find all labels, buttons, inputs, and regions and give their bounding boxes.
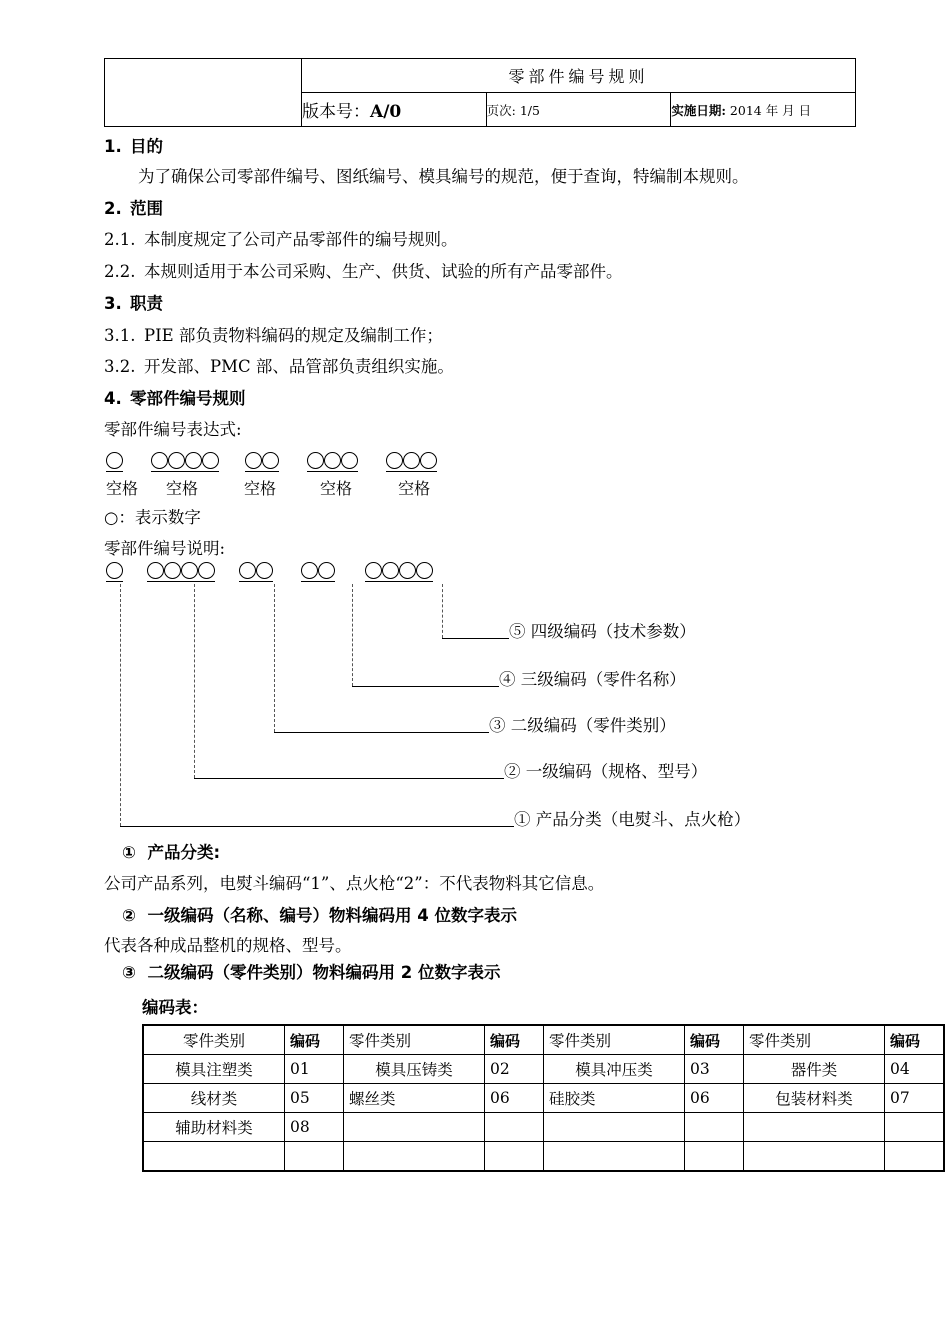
leader-text: 产品分类（电熨斗、点火枪）	[530, 810, 751, 830]
numbering-leader-diagram	[104, 562, 856, 838]
digit-circle-icon	[403, 452, 420, 469]
category-cell	[143, 1142, 285, 1172]
circle-group-3	[245, 452, 279, 472]
circle-group-2	[147, 562, 215, 582]
table-row	[143, 1084, 944, 1113]
digit-circle-icon	[301, 562, 318, 579]
code-cell: 08	[285, 1113, 344, 1142]
code-cell: 07	[885, 1084, 945, 1113]
spacer-label: 空格	[320, 478, 353, 498]
code-cell	[885, 1113, 945, 1142]
page-content	[104, 58, 921, 1172]
leader-marker-icon: ④	[499, 670, 516, 690]
section-1-number: 1.	[104, 137, 122, 156]
digit-circle-icon	[106, 562, 123, 579]
category-cell	[744, 1113, 885, 1142]
category-cell: 硅胶类	[544, 1084, 685, 1113]
table-row	[143, 1055, 944, 1084]
date-label: 实施日期:	[671, 102, 726, 118]
digit-circle-icon	[365, 562, 382, 579]
code-header-cell: 编码	[485, 1025, 544, 1055]
code-cell: 03	[685, 1055, 744, 1084]
category-header-cell: 零件类别	[544, 1025, 685, 1055]
header-version-cell	[302, 93, 487, 127]
digit-circle-icon	[256, 562, 273, 579]
leader-rule-②	[194, 778, 504, 779]
category-cell: 模具注塑类	[143, 1055, 285, 1084]
section-3-title: 职责	[130, 294, 163, 314]
digit-circle-icon	[386, 452, 403, 469]
leader-rule-⑤	[442, 638, 509, 639]
table-row	[143, 1142, 944, 1172]
category-cell	[344, 1142, 485, 1172]
note-1-title: 产品分类:	[147, 843, 221, 863]
digit-circle-icon	[324, 452, 341, 469]
digit-circle-icon	[185, 452, 202, 469]
circle-group-1	[106, 562, 123, 582]
category-cell: 器件类	[744, 1055, 885, 1084]
leader-marker-icon: ②	[504, 762, 521, 782]
note-3-marker: ③	[122, 962, 136, 982]
version-value: A/0	[370, 102, 402, 122]
section-1-body: 为了确保公司零部件编号、图纸编号、模具编号的规范，便于查询，特编制本规则。	[138, 167, 749, 187]
leader-label-④	[499, 672, 686, 689]
note-3-title: 二级编码（零件类别）物料编码用 2 位数字表示	[147, 962, 501, 982]
digit-circle-icon	[164, 562, 181, 579]
leader-text: 一级编码（规格、型号）	[520, 762, 708, 782]
circle-group-1	[106, 452, 123, 472]
section-3-1-text: PIE 部负责物料编码的规定及编制工作；	[144, 325, 443, 345]
category-cell	[744, 1142, 885, 1172]
spacer-label: 空格	[244, 478, 277, 498]
section-4-heading	[104, 388, 856, 410]
code-cell: 02	[485, 1055, 544, 1084]
digit-circle-icon	[147, 562, 164, 579]
leader-stem-④	[352, 584, 353, 686]
document-header-table	[104, 58, 856, 127]
code-cell: 06	[685, 1084, 744, 1113]
section-2-2	[104, 260, 856, 284]
leader-marker-icon: ⑤	[509, 622, 526, 642]
code-cell: 05	[285, 1084, 344, 1113]
code-cell	[685, 1142, 744, 1172]
expression-explain-caption: 零部件编号说明:	[104, 538, 226, 558]
digit-circle-icon	[239, 562, 256, 579]
leader-stem-②	[194, 584, 195, 778]
note-1-body: 公司产品系列，电熨斗编码“1”、点火枪“2”：不代表物料其它信息。	[104, 873, 605, 893]
leader-text: 四级编码（技术参数）	[525, 622, 696, 642]
code-table-caption: 编码表：	[142, 998, 208, 1018]
note-3-heading	[122, 962, 856, 984]
category-cell: 模具压铸类	[344, 1055, 485, 1084]
section-2-title: 范围	[130, 199, 163, 219]
header-row-title	[105, 59, 856, 93]
leader-stem-①	[120, 584, 121, 826]
leader-rule-③	[274, 732, 489, 733]
section-2-1	[104, 228, 856, 252]
code-cell: 01	[285, 1055, 344, 1084]
section-1-title: 目的	[130, 137, 163, 156]
digit-circle-icon	[382, 562, 399, 579]
category-cell: 线材类	[143, 1084, 285, 1113]
circle-group-5	[386, 452, 437, 472]
category-cell: 包装材料类	[744, 1084, 885, 1113]
leader-text: 三级编码（零件名称）	[515, 670, 686, 690]
code-header-cell: 编码	[685, 1025, 744, 1055]
leader-stem-③	[274, 584, 275, 732]
digit-circle-icon	[399, 562, 416, 579]
section-2-1-text: 本制度规定了公司产品零部件的编号规则。	[144, 230, 458, 250]
category-header-cell: 零件类别	[344, 1025, 485, 1055]
table-row	[143, 1113, 944, 1142]
circle-group-4	[301, 562, 335, 582]
digit-circle-icon	[341, 452, 358, 469]
code-header-cell: 编码	[885, 1025, 945, 1055]
circle-group-4	[307, 452, 358, 472]
code-table-header-row	[143, 1025, 944, 1055]
code-cell	[485, 1142, 544, 1172]
section-3-heading	[104, 293, 856, 315]
digit-circle-icon	[262, 452, 279, 469]
digit-circle-icon	[181, 562, 198, 579]
code-cell	[485, 1113, 544, 1142]
section-1-heading	[104, 136, 856, 158]
spacer-label: 空格	[398, 478, 431, 498]
leader-label-①	[514, 812, 750, 829]
leader-label-③	[489, 718, 676, 735]
digit-circle-icon	[307, 452, 324, 469]
note-1-heading	[122, 842, 856, 864]
note-2-marker: ②	[122, 905, 136, 925]
section-3-2-number: 3.2.	[104, 357, 136, 377]
digit-circle-icon	[202, 452, 219, 469]
date-value: 2014 年 月 日	[729, 102, 812, 118]
circle-group-2	[151, 452, 219, 472]
digit-circle-icon	[106, 452, 123, 469]
category-cell: 螺丝类	[344, 1084, 485, 1113]
section-4-title: 零部件编号规则	[130, 389, 246, 409]
category-header-cell: 零件类别	[744, 1025, 885, 1055]
leader-rule-④	[352, 686, 499, 687]
leader-label-②	[504, 764, 707, 781]
expression-caption: 零部件编号表达式:	[104, 419, 242, 439]
leader-marker-icon: ③	[489, 716, 506, 736]
note-2-body: 代表各种成品整机的规格、型号。	[104, 935, 352, 955]
leader-label-⑤	[509, 624, 696, 641]
category-header-cell: 零件类别	[143, 1025, 285, 1055]
diagram-circle-row	[104, 562, 433, 582]
expression-circle-row	[104, 452, 856, 472]
digit-circle-icon	[168, 452, 185, 469]
circle-group-3	[239, 562, 273, 582]
code-cell: 04	[885, 1055, 945, 1084]
category-cell: 辅助材料类	[143, 1113, 285, 1142]
leader-rule-①	[120, 826, 514, 827]
page-value: 1/5	[519, 102, 540, 118]
code-cell	[285, 1142, 344, 1172]
code-header-cell: 编码	[285, 1025, 344, 1055]
leader-stem-⑤	[442, 584, 443, 638]
note-2-heading	[122, 905, 856, 927]
header-logo-cell	[105, 59, 302, 127]
note-2-title: 一级编码（名称、编号）物料编码用 4 位数字表示	[147, 905, 517, 925]
section-3-1	[104, 324, 856, 348]
digit-circle-icon	[151, 452, 168, 469]
code-cell	[685, 1113, 744, 1142]
circle-group-5	[365, 562, 433, 582]
digit-circle-icon	[416, 562, 433, 579]
digit-circle-icon	[198, 562, 215, 579]
page-label: 页次:	[486, 102, 516, 118]
section-4-number: 4.	[104, 389, 122, 409]
digit-circle-icon	[245, 452, 262, 469]
expression-legend: ○：表示数字	[104, 507, 201, 527]
header-doc-title: 零部件编号规则	[302, 59, 856, 93]
header-page-cell	[486, 93, 671, 127]
section-2-1-number: 2.1.	[104, 230, 136, 250]
digit-circle-icon	[420, 452, 437, 469]
section-2-number: 2.	[104, 199, 122, 219]
version-label: 版本号：	[302, 102, 370, 122]
expression-spacer-labels	[104, 476, 856, 499]
category-cell	[544, 1142, 685, 1172]
section-2-heading	[104, 198, 856, 220]
spacer-label: 空格	[166, 478, 199, 498]
section-3-1-number: 3.1.	[104, 325, 136, 345]
category-cell	[344, 1113, 485, 1142]
leader-marker-icon: ①	[514, 810, 531, 830]
part-category-code-table	[142, 1024, 945, 1172]
leader-text: 二级编码（零件类别）	[505, 716, 676, 736]
category-cell	[544, 1113, 685, 1142]
category-cell: 模具冲压类	[544, 1055, 685, 1084]
digit-circle-icon	[318, 562, 335, 579]
code-cell	[885, 1142, 945, 1172]
section-2-2-text: 本规则适用于本公司采购、生产、供货、试验的所有产品零部件。	[144, 262, 623, 282]
spacer-label: 空格	[106, 478, 139, 498]
section-3-number: 3.	[104, 294, 122, 314]
section-2-2-number: 2.2.	[104, 262, 136, 282]
note-1-marker: ①	[122, 843, 136, 863]
section-3-2-text: 开发部、PMC 部、品管部负责组织实施。	[144, 357, 454, 377]
header-date-cell	[671, 93, 856, 127]
section-3-2	[104, 355, 856, 379]
code-cell: 06	[485, 1084, 544, 1113]
